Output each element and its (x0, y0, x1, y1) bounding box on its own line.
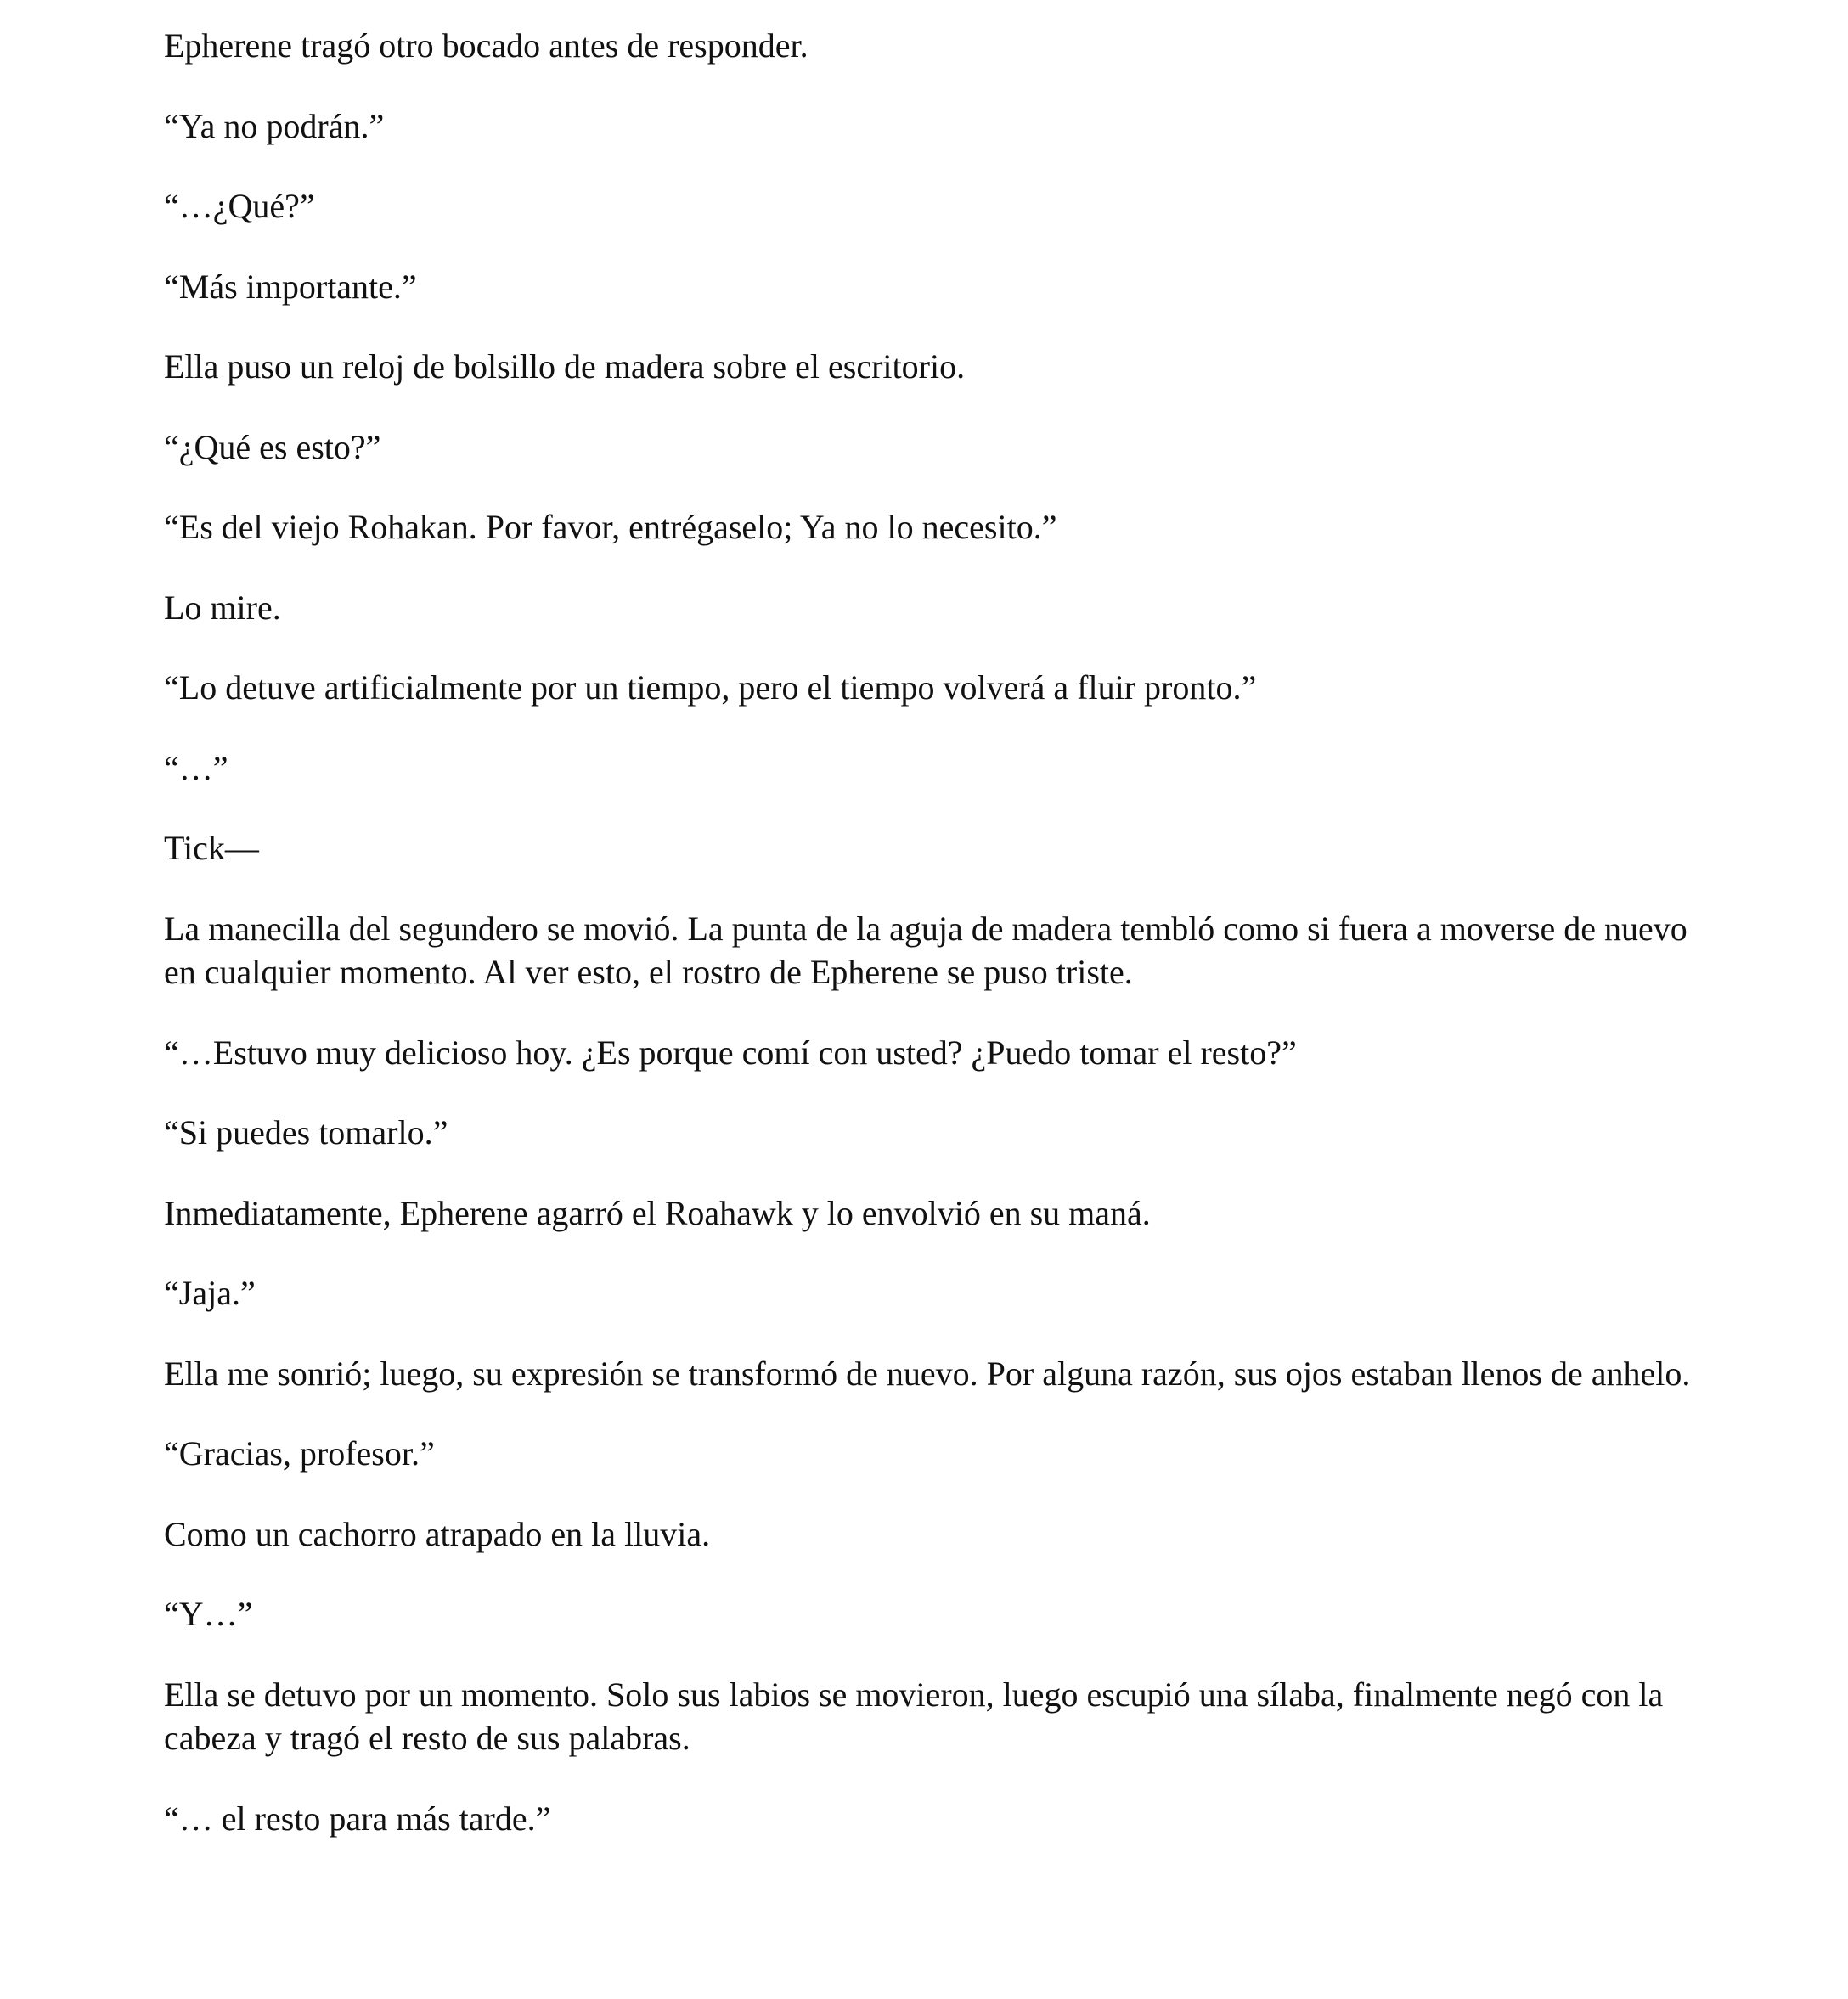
paragraph: “¿Qué es esto?” (164, 427, 381, 466)
paragraph: “…Estuvo muy delicioso hoy. ¿Es porque comí con usted? ¿Puedo tomar el resto?” (164, 1033, 1297, 1072)
paragraph: Ella me sonrió; luego, su expresión se transformó de nuevo. Por alguna razón, sus ojos estaban llenos de anhelo. (164, 1354, 1691, 1393)
paragraph: “Lo detuve artificialmente por un tiempo, pero el tiempo volverá a fluir pronto.” (164, 668, 1257, 707)
paragraph: Tick— (164, 829, 259, 867)
paragraph: Lo mire. (164, 588, 281, 627)
paragraph: Inmediatamente, Epherene agarró el Roahawk y lo envolvió en su maná. (164, 1193, 1151, 1232)
paragraph: “Es del viejo Rohakan. Por favor, entrégaselo; Ya no lo necesito.” (164, 508, 1057, 546)
paragraph: “Si puedes tomarlo.” (164, 1113, 448, 1152)
paragraph: “Ya no podrán.” (164, 106, 385, 145)
paragraph: Epherene tragó otro bocado antes de responder. (164, 26, 808, 65)
paragraph: “Jaja.” (164, 1274, 256, 1312)
paragraph: “Más importante.” (164, 267, 417, 306)
paragraph: Ella puso un reloj de bolsillo de madera sobre el escritorio. (164, 347, 966, 386)
paragraph: Como un cachorro atrapado en la lluvia. (164, 1514, 711, 1553)
paragraph: “… el resto para más tarde.” (164, 1799, 551, 1838)
paragraph: Ella se detuvo por un momento. Solo sus labios se movieron, luego escupió una sílaba, finalmente negó con la cabeza y tragó el resto de sus palabras. (164, 1675, 1664, 1757)
document-page (164, 24, 1710, 1877)
paragraph: “Y…” (164, 1595, 253, 1633)
paragraph: “…¿Qué?” (164, 187, 315, 225)
paragraph: “…” (164, 748, 228, 787)
paragraph: “Gracias, profesor.” (164, 1434, 435, 1473)
paragraph: La manecilla del segundero se movió. La punta de la aguja de madera tembló como si fuera a moverse de nuevo en cualquier momento. Al ver esto, el rostro de Epherene se puso triste. (164, 909, 1687, 991)
